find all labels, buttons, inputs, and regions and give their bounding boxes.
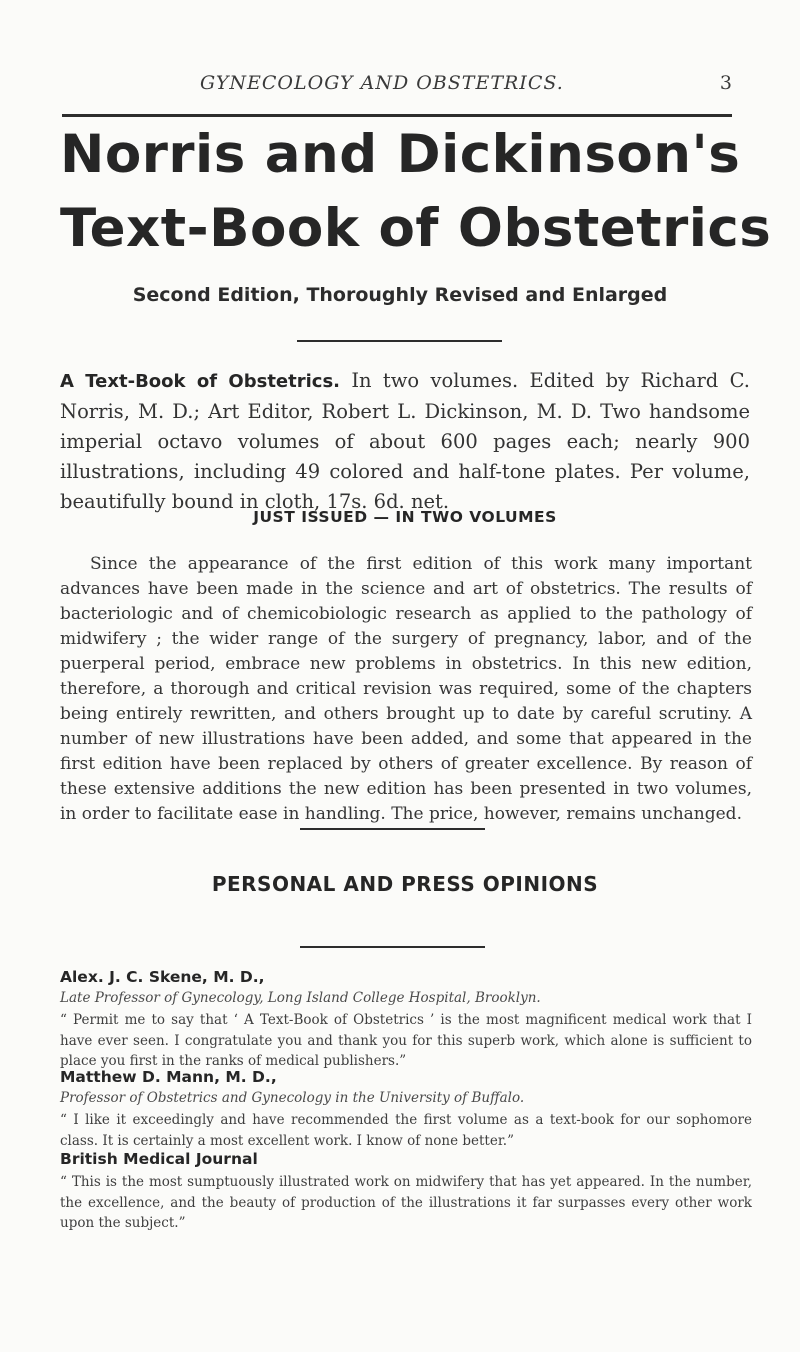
book-description-lead: A Text-Book of Obstetrics. xyxy=(60,371,341,392)
divider-rule xyxy=(297,340,502,342)
opinion-author: Alex. J. C. Skene, M. D., xyxy=(60,968,265,986)
edition-subtitle: Second Edition, Thoroughly Revised and Enlarged xyxy=(132,284,668,306)
opinion-entry xyxy=(60,1148,752,1234)
header-rule xyxy=(62,114,732,117)
just-issued-heading: JUST ISSUED — IN TWO VOLUMES xyxy=(253,508,557,526)
book-description xyxy=(60,366,750,517)
opinion-affiliation: Late Professor of Gynecology, Long Island College Hospital, Brooklyn. xyxy=(60,990,541,1006)
opinion-affiliation: Professor of Obstetrics and Gynecology in the University of Buffalo. xyxy=(60,1090,525,1106)
opinion-quote: “ This is the most sumptuously illustrated work on midwifery that has yet appeared. In the number, the excellence, and the beauty of production of the illustrations it far surpasses every other work upon the subject.” xyxy=(60,1174,752,1231)
running-title: GYNECOLOGY AND OBSTETRICS. xyxy=(200,72,564,94)
opinion-entry xyxy=(60,966,752,1072)
opinion-entry xyxy=(60,1066,752,1151)
divider-rule xyxy=(300,828,485,830)
page-number: 3 xyxy=(719,72,732,94)
book-title-line-2: Text-Book of Obstetrics xyxy=(60,198,772,259)
book-title-line-1: Norris and Dickinson's xyxy=(60,124,741,185)
opinions-heading: PERSONAL AND PRESS OPINIONS xyxy=(211,872,599,896)
opinion-author: British Medical Journal xyxy=(60,1150,258,1168)
opinion-quote: “ Permit me to say that ‘ A Text-Book of Obstetrics ’ is the most magnificent medical work that I have ever seen. I congratulate you and thank you for this superb work, which alone is sufficient to place you first in the ranks of medical publishers.” xyxy=(60,1012,752,1069)
edition-notes-paragraph: Since the appearance of the first edition of this work many important advances have been made in the science and art of obstetrics. The results of bacteriologic and of chemicobiologic research as applied to the pathology of midwifery ; the wider range of the surgery of pregnancy, labor, and of the puerperal period, embrace new problems in obstetrics. In this new edition, therefore, a thorough and critical revision was required, some of the chapters being entirely rewritten, and others brought up to date by careful scrutiny. A number of new illustrations have been added, and some that appeared in the first edition have been replaced by others of greater excellence. By reason of these extensive additions the new edition has been presented in two volumes, in order to facilitate ease in handling. The price, however, remains unchanged. xyxy=(60,554,752,824)
divider-rule xyxy=(300,946,485,948)
running-head xyxy=(70,72,732,96)
book-description-text: In two volumes. Edited by Richard C. Norris, M. D.; Art Editor, Robert L. Dickinson, M. D. Two handsome imperial octavo volumes of about 600 pages each; nearly 900 illustrations, including 49 colored and half-tone plates. Per volume, beautifully bound in cloth, 17s. 6d. net. xyxy=(60,369,751,513)
opinion-quote: “ I like it exceedingly and have recommended the first volume as a text-book for our sophomore class. It is certainly a most excellent work. I know of none better.” xyxy=(60,1112,752,1149)
opinion-author: Matthew D. Mann, M. D., xyxy=(60,1068,277,1086)
